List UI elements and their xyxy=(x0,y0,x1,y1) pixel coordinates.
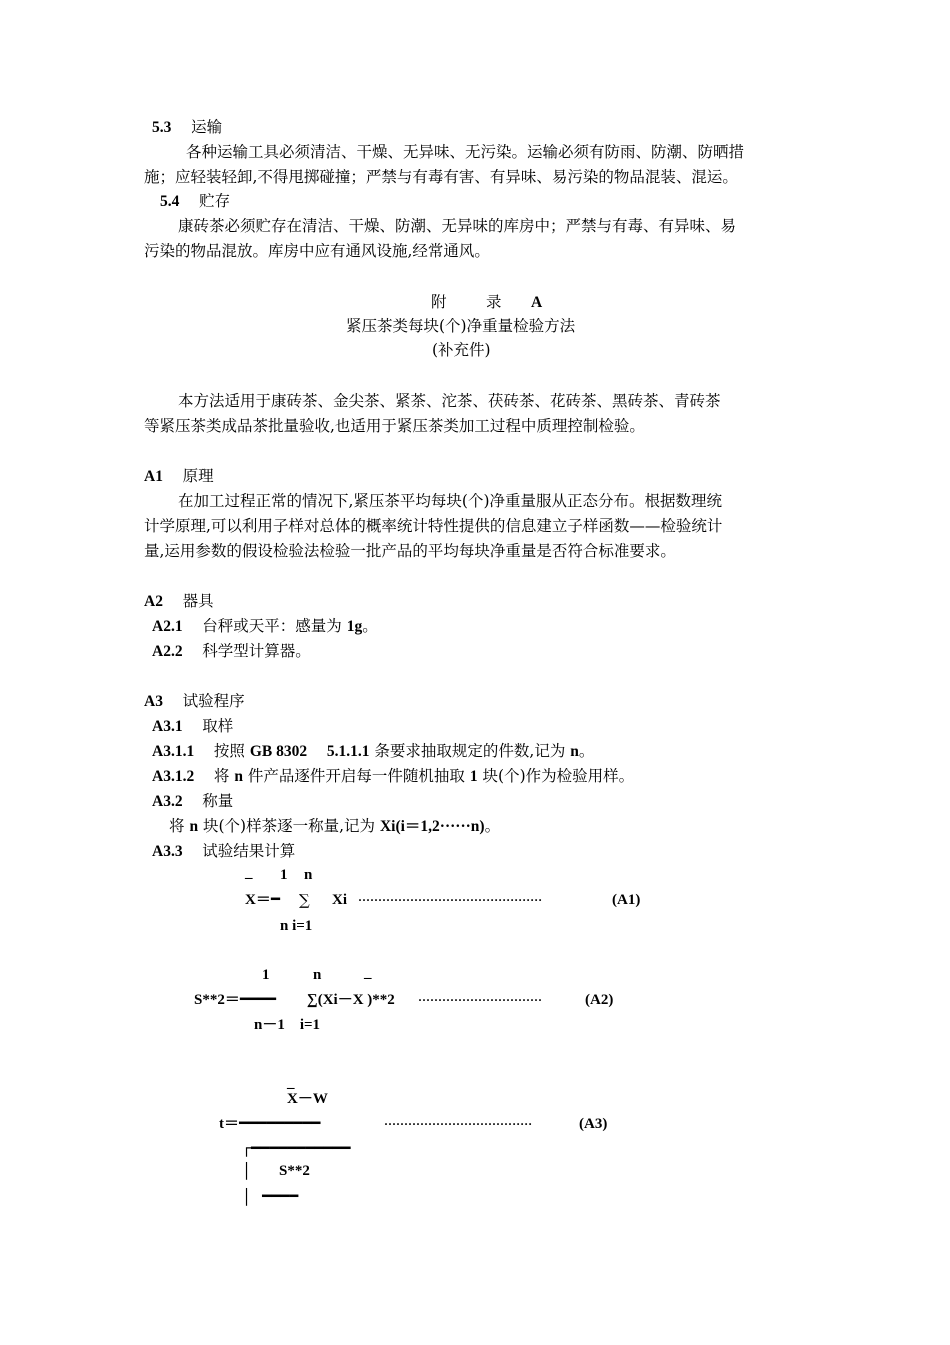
paragraph-line: 施；应轻装轻卸,不得甩掷碰撞；严禁与有毒有害、有异味、易污染的物品混装、混运。 xyxy=(144,168,738,186)
section-5-3-heading xyxy=(152,117,222,138)
item-a2-1: A2.1 台秤或天平：感量为 1g。 xyxy=(152,617,378,635)
paragraph-line: 量,运用参数的假设检验法检验一批产品的平均每块净重量是否符合标准要求。 xyxy=(144,542,676,560)
item-a3-1-1: A3.1.1 按照 GB 8302 5.1.1.1 条要求抽取规定的件数,记为 n。 xyxy=(152,742,595,760)
appendix-title: 紧压茶类每块(个)净重量检验方法 xyxy=(346,317,576,335)
appendix-label: 附 录 A xyxy=(431,293,543,311)
paragraph-line: 等紧压茶类成品茶批量验收,也适用于紧压茶类加工过程中质理控制检验。 xyxy=(144,417,645,435)
paragraph-line: 污染的物品混放。库房中应有通风设施,经常通风。 xyxy=(144,242,490,260)
paragraph-line: 康砖茶必须贮存在清洁、干燥、防潮、无异味的库房中；严禁与有毒、有异味、易 xyxy=(178,217,737,235)
item-a3-1: A3.1 取样 xyxy=(152,717,234,735)
item-a3-3: A3.3 试验结果计算 xyxy=(152,842,296,860)
section-title: 贮存 xyxy=(199,192,231,210)
paragraph-line: 计学原理,可以利用子样对总体的概率统计特性提供的信息建立子样函数——检验统计 xyxy=(144,517,723,535)
section-a2-heading: A2 器具 xyxy=(144,592,214,610)
item-a2-2: A2.2 科学型计算器。 xyxy=(152,642,311,660)
section-5-4-heading xyxy=(160,191,230,212)
paragraph-line: 各种运输工具必须清洁、干燥、无异味、无污染。运输必须有防雨、防潮、防晒措 xyxy=(186,143,745,161)
section-number: 5.4 xyxy=(160,193,180,210)
appendix-subtitle: (补充件) xyxy=(432,341,491,359)
section-a3-heading: A3 试验程序 xyxy=(144,692,245,710)
section-number: 5.3 xyxy=(152,119,172,136)
weighing-line: 将 n 块(个)样茶逐一称量,记为 Xi(i＝1,2······n)。 xyxy=(169,817,501,835)
item-a3-1-2: A3.1.2 将 n 件产品逐件开启每一件随机抽取 1 块(个)作为检验用样。 xyxy=(152,767,635,785)
paragraph-line: 本方法适用于康砖茶、金尖茶、紧茶、沱茶、茯砖茶、花砖茶、黑砖茶、青砖茶 xyxy=(178,392,721,410)
section-a1-heading: A1 原理 xyxy=(144,467,214,485)
section-title: 运输 xyxy=(191,118,223,136)
item-a3-2: A3.2 称量 xyxy=(152,792,234,810)
paragraph-line: 在加工过程正常的情况下,紧压茶平均每块(个)净重量服从正态分布。根据数理统 xyxy=(178,492,723,510)
